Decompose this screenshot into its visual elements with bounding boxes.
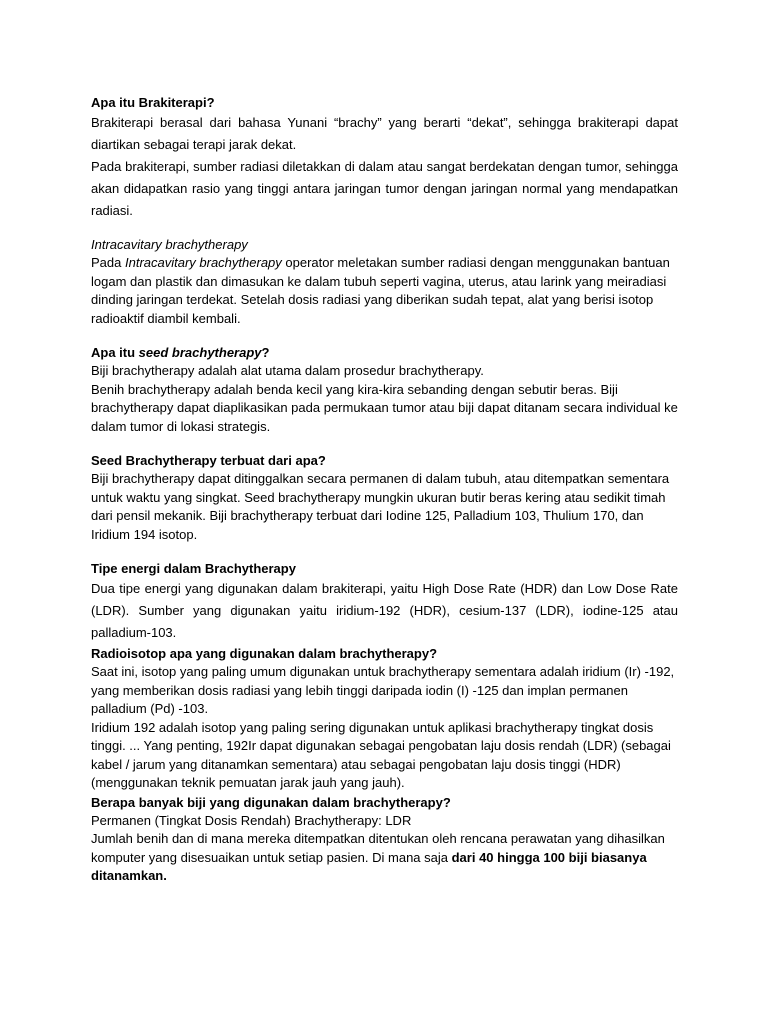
text-run: Jumlah benih dan di mana mereka ditempatkan ditentukan oleh rencana perawatan yang dihasilkan komputer yang disesuaikan untuk setiap pasien. Di mana saja <box>91 831 665 865</box>
document-body <box>91 93 678 886</box>
paragraph <box>91 254 678 328</box>
section-radioisotop <box>91 644 678 793</box>
section-tipe-energi <box>91 559 678 644</box>
section-heading <box>91 343 678 362</box>
section-heading: Intracavitary brachytherapy <box>91 237 248 252</box>
heading-italic-run: seed brachytherapy <box>138 345 262 360</box>
paragraph: Iridium 192 adalah isotop yang paling sering digunakan untuk aplikasi brachytherapy tingkat dosis tinggi. ... Yang penting, 192Ir dapat digunakan sebagai pengobatan laju dosis rendah (LDR) (sebagai kabel / jarum yang ditanamkan sementara) atau sebagai pengobatan laju dosis tinggi (HDR) (menggunakan teknik pemuatan jarak jauh yang jauh). <box>91 719 671 790</box>
section-apa-itu-brakiterapi <box>91 93 678 222</box>
text-run: operator meletakan sumber radiasi dengan menggunakan bantuan logam dan plastik dan dimasukan ke dalam tubuh seperti vagina, uterus, atau larink yang meiradiasi dinding jaringan terdekat. Setelah dosis radiasi yang diberikan sudah tepat, alat yang berisi isotop radioaktif diambil kembali. <box>91 255 670 326</box>
paragraph: Permanen (Tingkat Dosis Rendah) Brachytherapy: LDR <box>91 812 412 828</box>
paragraph: Saat ini, isotop yang paling umum digunakan untuk brachytherapy sementara adalah iridium (Ir) -192, yang memberikan dosis radiasi yang lebih tinggi daripada iodin (I) -125 dan implan permanen palladium (Pd) -103. <box>91 664 675 716</box>
heading-run: Apa itu <box>91 345 139 360</box>
text-run: Pada <box>91 255 125 270</box>
paragraph: Benih brachytherapy adalah benda kecil yang kira-kira sebanding dengan sebutir beras. Biji brachytherapy dapat diaplikasikan pada permukaan tumor atau biji dapat ditanam secara individual ke dalam tumor di lokasi strategis. <box>91 381 678 434</box>
section-heading: Apa itu Brakiterapi? <box>91 95 215 110</box>
bold-run: dari 40 hingga 100 biji biasanya ditanamkan. <box>91 849 647 883</box>
paragraph: Biji brachytherapy dapat ditinggalkan secara permanen di dalam tubuh, atau ditempatkan sementara untuk waktu yang singkat. Seed brachytherapy mungkin ukuran butir beras kering atau sedikit timah dari pensil mekanik. Biji brachytherapy terbuat dari Iodine 125, Palladium 103, Thulium 170, dan Iridium 194 isotop. <box>91 471 670 542</box>
section-intracavitary-brachytherapy <box>91 235 678 328</box>
section-heading: Radioisotop apa yang digunakan dalam brachytherapy? <box>91 646 438 661</box>
section-heading: Berapa banyak biji yang digunakan dalam brachytherapy? <box>91 794 451 810</box>
paragraph: Pada brakiterapi, sumber radiasi diletakkan di dalam atau sangat berdekatan dengan tumor, sehingga akan didapatkan rasio yang tinggi antara jaringan tumor dengan jaringan normal yang mendapatkan radiasi. <box>91 159 678 218</box>
paragraph: Biji brachytherapy adalah alat utama dalam prosedur brachytherapy. <box>91 363 484 378</box>
section-berapa-banyak-biji <box>91 793 678 886</box>
section-seed-brachytherapy-terbuat <box>91 451 678 544</box>
heading-run: ? <box>261 345 270 360</box>
paragraph: Brakiterapi berasal dari bahasa Yunani “brachy” yang berarti “dekat”, sehingga brakiterapi dapat diartikan sebagai terapi jarak dekat. <box>91 115 678 152</box>
paragraph: Dua tipe energi yang digunakan dalam brakiterapi, yaitu High Dose Rate (HDR) dan Low Dose Rate (LDR). Sumber yang digunakan yaitu iridium-192 (HDR), cesium-137 (LDR), iodine-125 atau palladium-103. <box>91 581 678 640</box>
section-apa-itu-seed-brachytherapy <box>91 343 678 436</box>
section-heading: Tipe energi dalam Brachytherapy <box>91 561 296 576</box>
italic-term: Intracavitary brachytherapy <box>124 255 282 270</box>
paragraph <box>91 830 678 886</box>
section-heading: Seed Brachytherapy terbuat dari apa? <box>91 453 326 468</box>
